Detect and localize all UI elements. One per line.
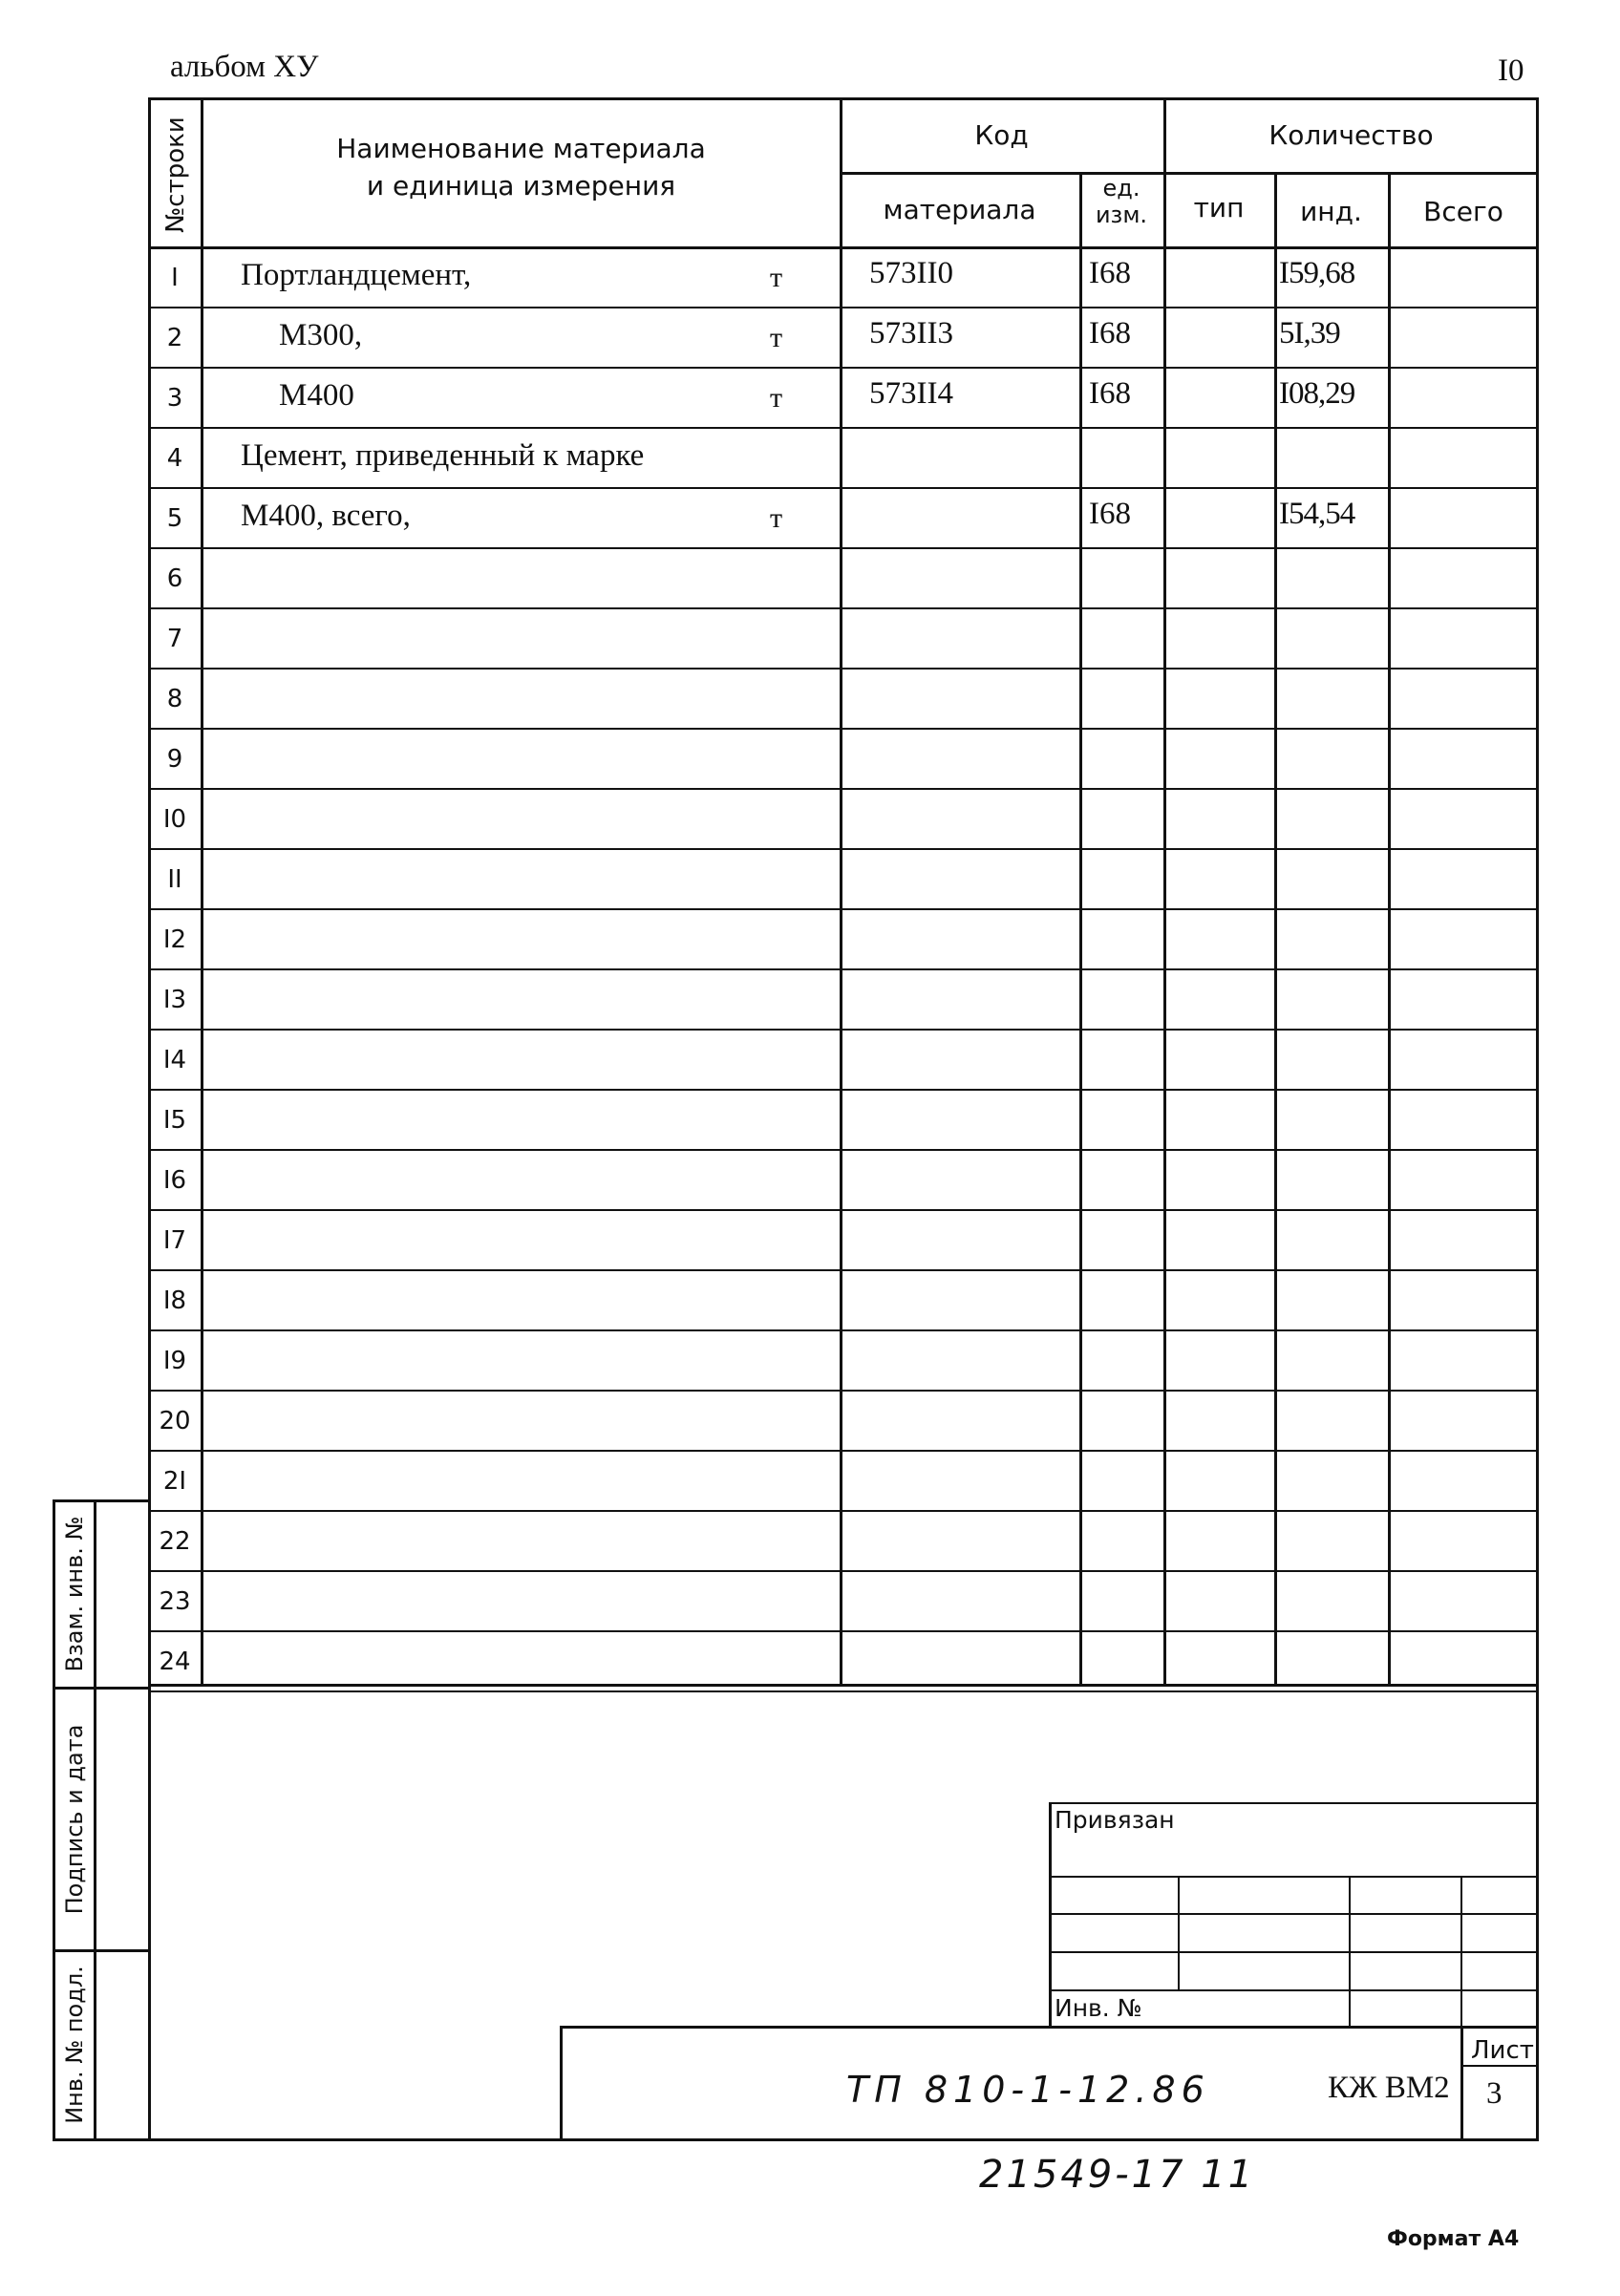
unit-code: I68	[1089, 256, 1131, 290]
privyazan-line-4	[1049, 1989, 1538, 1991]
title-block-top	[560, 2026, 1539, 2029]
ind-divider	[1388, 172, 1391, 1687]
privyazan-col-2	[1349, 1876, 1351, 2028]
row-number: I0	[162, 805, 187, 834]
vzam-inv-label: Взам. инв. №	[61, 1516, 88, 1672]
row-separator	[148, 1209, 1539, 1211]
row-number: 20	[159, 1407, 191, 1435]
doc-code: КЖ ВМ2	[1328, 2071, 1450, 2105]
stamp-inner-line	[94, 1499, 96, 2141]
unit-code: I68	[1089, 376, 1131, 411]
row-separator	[148, 1510, 1539, 1512]
code-divider	[1163, 97, 1166, 1687]
row-separator	[148, 367, 1539, 369]
material-code: 573II0	[869, 256, 953, 290]
row-separator	[148, 307, 1539, 308]
inv-podl-label: Инв. № подл.	[61, 1966, 88, 2124]
material-name: М300,	[279, 318, 363, 352]
sheet-divider	[1460, 2026, 1463, 2140]
material-name: Портландцемент,	[241, 258, 472, 292]
row-number: 23	[159, 1587, 191, 1616]
row-separator	[148, 1329, 1539, 1331]
title-block-left	[560, 2026, 563, 2140]
archive-number: 21549-17 11	[979, 2153, 1256, 2197]
row-separator	[148, 788, 1539, 790]
row-number: I5	[162, 1106, 187, 1135]
row-number: 24	[159, 1648, 191, 1676]
name-divider	[840, 97, 842, 1687]
row-number: I	[171, 264, 179, 292]
album-label: альбом ХУ	[170, 50, 319, 84]
material-name: Цемент, приведенный к марке	[241, 438, 645, 473]
material-code: 573II4	[869, 376, 953, 411]
row-separator	[148, 607, 1539, 609]
row-separator	[148, 968, 1539, 970]
subheader-line	[840, 172, 1539, 175]
ind-header: инд.	[1300, 196, 1362, 227]
qty-ind: I59,68	[1279, 256, 1355, 290]
row-separator	[148, 1089, 1539, 1091]
privyazan-left	[1049, 1802, 1052, 2028]
header-bottom-line	[148, 246, 1539, 249]
privyazan-line-2	[1049, 1913, 1538, 1915]
material-name: М400, всего,	[241, 499, 411, 533]
quantity-header: Количество	[1268, 119, 1434, 151]
designation: ТП 810-1-12.86	[846, 2069, 1210, 2111]
row-number: 6	[166, 564, 183, 593]
row-number: 8	[166, 685, 183, 713]
unit-label: т	[770, 262, 783, 293]
row-separator	[148, 668, 1539, 670]
material-name: М400	[279, 378, 354, 413]
row-separator	[148, 1450, 1539, 1452]
row-number: 4	[166, 444, 183, 473]
row-number: I4	[162, 1046, 187, 1074]
sheet-label: Лист	[1471, 2036, 1534, 2065]
row-number: I7	[162, 1226, 187, 1255]
rownum-divider	[201, 97, 203, 1687]
row-number: I3	[162, 986, 187, 1014]
row-number: I8	[162, 1286, 187, 1315]
format-label: Формат А4	[1387, 2227, 1520, 2251]
sheet-label-line	[1460, 2065, 1539, 2067]
unit-label: т	[770, 502, 783, 534]
lower-frame-left	[148, 1687, 151, 2141]
row-number: 5	[166, 504, 183, 533]
row-number: 7	[166, 625, 183, 653]
row-separator	[148, 547, 1539, 549]
row-separator	[148, 1690, 1539, 1692]
type-divider	[1274, 172, 1277, 1687]
material-code: 573II3	[869, 316, 953, 351]
row-number: 2I	[162, 1467, 187, 1496]
inv-no-label: Инв. №	[1055, 1994, 1142, 2022]
unit-code-header: ед. изм.	[1095, 175, 1148, 228]
qty-ind: I54,54	[1279, 497, 1355, 531]
privyazan-top	[1049, 1802, 1538, 1804]
row-number: I9	[162, 1347, 187, 1375]
name-header: Наименование материала и единица измерения	[336, 133, 706, 202]
privyazan-line-3	[1049, 1951, 1538, 1953]
row-separator	[148, 427, 1539, 429]
row-separator	[148, 1390, 1539, 1392]
row-separator	[148, 728, 1539, 730]
sheet-number: 3	[1486, 2076, 1503, 2111]
privyazan-label: Привязан	[1055, 1806, 1175, 1834]
podpis-data-label: Подпись и дата	[61, 1724, 88, 1914]
qty-ind: I08,29	[1279, 376, 1355, 411]
row-number: 22	[159, 1527, 191, 1556]
unit-code: I68	[1089, 497, 1131, 531]
row-separator	[148, 1570, 1539, 1572]
page-number: I0	[1498, 53, 1524, 88]
material-divider	[1079, 172, 1082, 1687]
row-separator	[148, 1630, 1539, 1632]
material-code-header: материала	[883, 194, 1036, 225]
privyazan-line-1	[1049, 1876, 1538, 1878]
total-header: Всего	[1423, 196, 1503, 227]
row-number-header: №строки	[160, 116, 190, 233]
privyazan-col-3	[1460, 1876, 1462, 2028]
row-separator	[148, 1149, 1539, 1151]
unit-label: т	[770, 322, 783, 353]
qty-ind: 5I,39	[1279, 316, 1340, 351]
row-separator	[148, 908, 1539, 910]
code-header: Код	[974, 119, 1029, 151]
unit-code: I68	[1089, 316, 1131, 351]
row-number: 2	[166, 324, 183, 352]
row-number: 9	[166, 745, 183, 774]
row-separator	[148, 848, 1539, 850]
privyazan-col-1	[1178, 1876, 1180, 1990]
type-header: тип	[1193, 192, 1245, 223]
row-number: I6	[162, 1166, 187, 1195]
row-number: II	[167, 865, 182, 894]
row-separator	[148, 1029, 1539, 1031]
row-number: I2	[162, 925, 187, 954]
row-separator	[148, 1269, 1539, 1271]
unit-label: т	[770, 382, 783, 414]
row-separator	[148, 487, 1539, 489]
stamp-bottom-line	[53, 2138, 151, 2141]
row-number: 3	[166, 384, 183, 413]
lower-frame-bottom	[148, 2138, 1539, 2141]
